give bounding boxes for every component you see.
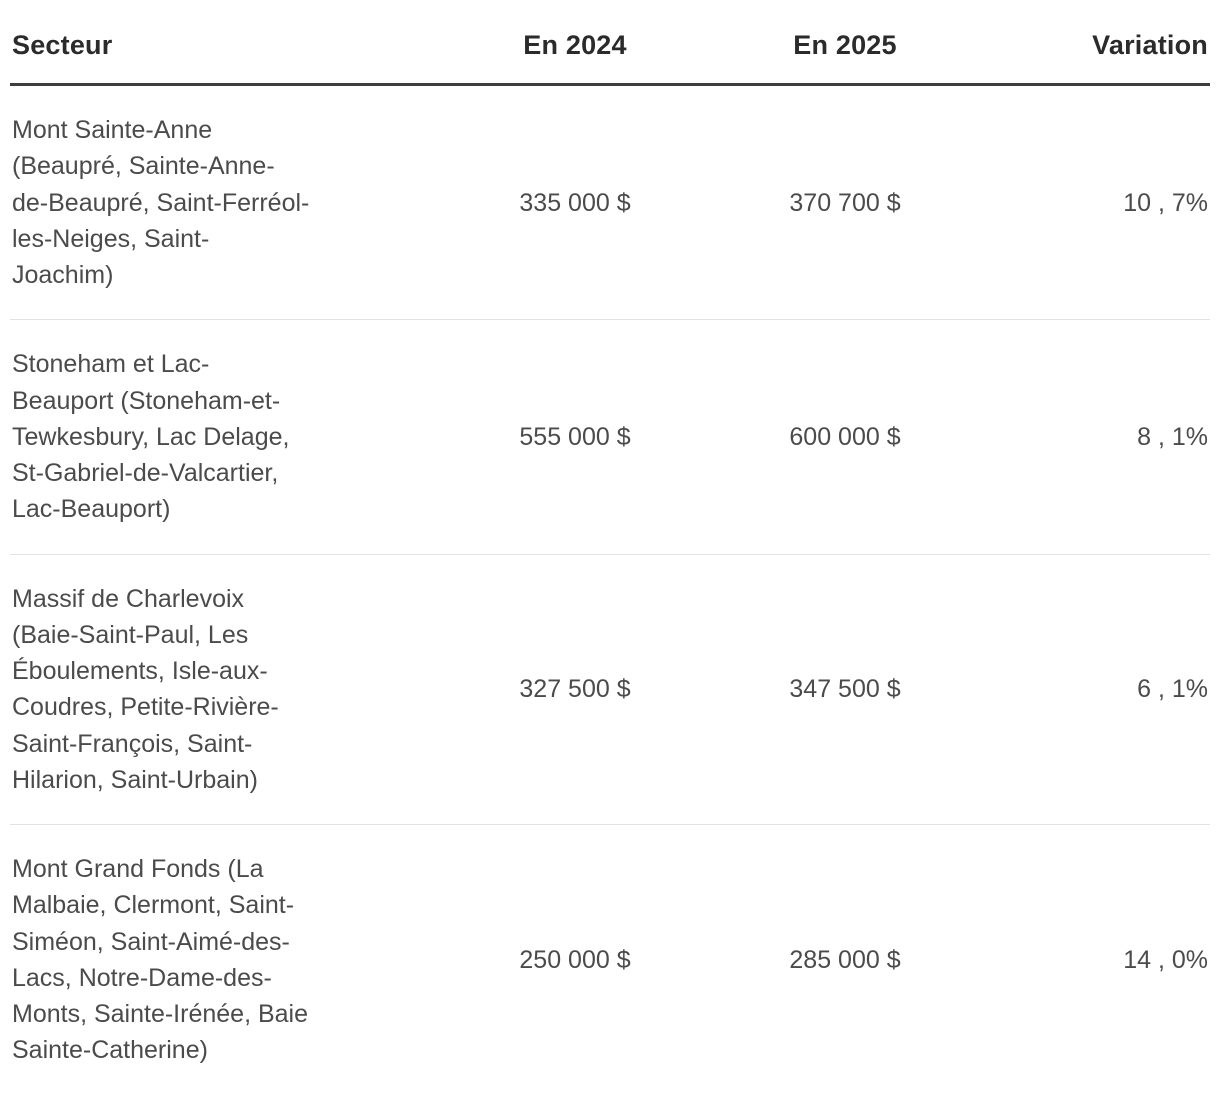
- cell-en-2024: 327 500 $: [440, 554, 710, 825]
- cell-en-2025: 285 000 $: [789, 945, 901, 974]
- cell-en-2025: 347 500 $: [710, 554, 980, 825]
- table-row: [10, 554, 1210, 825]
- column-header-en-2024: En 2024: [440, 0, 710, 85]
- cell-en-2024: 250 000 $: [519, 945, 631, 974]
- table-body: [10, 85, 1210, 1095]
- sectors-price-table: [10, 0, 1210, 1095]
- cell-sector: Mont Sainte-Anne (Beaupré, Sainte-Anne-de-Beaupré, Saint-Ferréol-les-Neiges, Saint-Joachim): [10, 85, 440, 320]
- table-header-row: [10, 0, 1210, 85]
- cell-en-2024: 335 000 $: [440, 85, 710, 320]
- cell-variation: 10 , 7%: [980, 85, 1210, 320]
- table-row: [10, 320, 1210, 554]
- cell-en-2025: 600 000 $: [710, 320, 980, 554]
- table-row: [10, 85, 1210, 320]
- column-header-en-2025: En 2025: [710, 0, 980, 85]
- cell-variation: 14 , 0%: [1123, 945, 1208, 974]
- cell-sector: Massif de Charlevoix (Baie-Saint-Paul, Les Éboulements, Isle-aux-Coudres, Petite-Rivière-Saint-François, Saint-Hilarion, Saint-Urbain): [10, 554, 440, 825]
- cell-variation: 6 , 1%: [980, 554, 1210, 825]
- column-header-secteur: Secteur: [10, 0, 440, 85]
- cell-sector: Mont Grand Fonds (La Malbaie, Clermont, Saint-Siméon, Saint-Aimé-des-Lacs, Notre-Dame-des-Monts, Sainte-Irénée, Baie Sainte-Catherine): [12, 855, 308, 1065]
- table-row: [10, 825, 1210, 1095]
- cell-en-2024: 555 000 $: [440, 320, 710, 554]
- cell-variation: 8 , 1%: [980, 320, 1210, 554]
- table-header: [10, 0, 1210, 85]
- cell-sector: Stoneham et Lac-Beauport (Stoneham-et-Tewkesbury, Lac Delage, St-Gabriel-de-Valcartier, Lac-Beauport): [10, 320, 440, 554]
- column-header-variation: Variation: [980, 0, 1210, 85]
- cell-en-2025: 370 700 $: [710, 85, 980, 320]
